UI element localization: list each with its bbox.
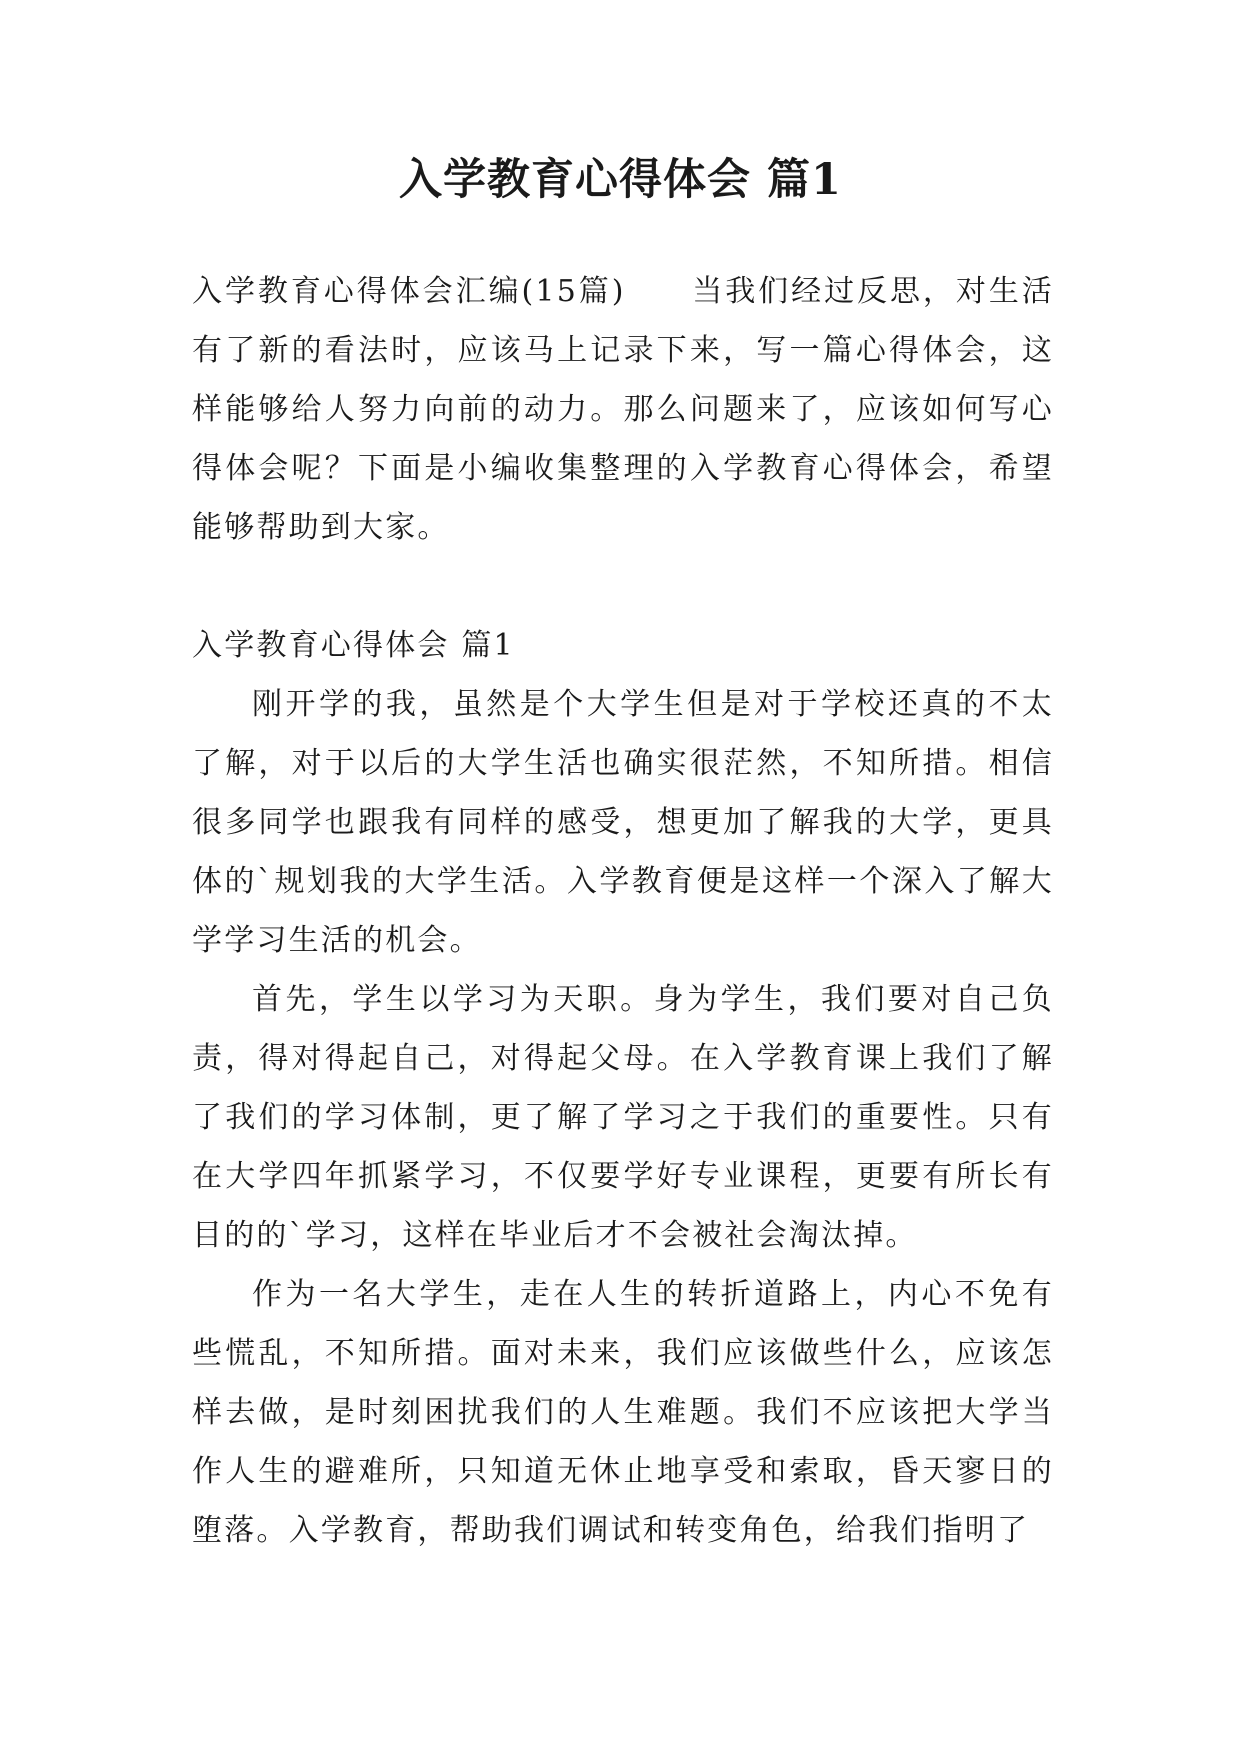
section-heading: 入学教育心得体会 篇1 — [192, 628, 515, 663]
document-body — [192, 262, 1054, 1560]
document-title: 入学教育心得体会 篇1 — [399, 155, 842, 205]
body-paragraph-3: 作为一名大学生，走在人生的转折道路上，内心不免有些慌乱，不知所措。面对未来，我们应该做些什么，应该怎样去做，是时刻困扰我们的人生难题。我们不应该把大学当作人生的避难所，只知道无休止地享受和索取，昏天寥日的堕落。入学教育，帮助我们调试和转变角色，给我们指明了 — [192, 1277, 1054, 1548]
body-paragraph-2: 首先，学生以学习为天职。身为学生，我们要对自己负责，得对得起自己，对得起父母。在入学教育课上我们了解了我们的学习体制，更了解了学习之于我们的重要性。只有在大学四年抓紧学习，不仅要学好专业课程，更要有所长有目的的`学习，这样在毕业后才不会被社会淘汰掉。 — [192, 982, 1054, 1253]
intro-paragraph: 入学教育心得体会汇编(15篇) 当我们经过反思，对生活有了新的看法时，应该马上记录下来，写一篇心得体会，这样能够给人努力向前的动力。那么问题来了，应该如何写心得体会呢？下面是小编收集整理的入学教育心得体会，希望能够帮助到大家。 — [192, 274, 1054, 545]
body-paragraph-1: 刚开学的我，虽然是个大学生但是对于学校还真的不太了解，对于以后的大学生活也确实很茫然，不知所措。相信很多同学也跟我有同样的感受，想更加了解我的大学，更具体的`规划我的大学生活。入学教育便是这样一个深入了解大学学习生活的机会。 — [192, 687, 1054, 958]
